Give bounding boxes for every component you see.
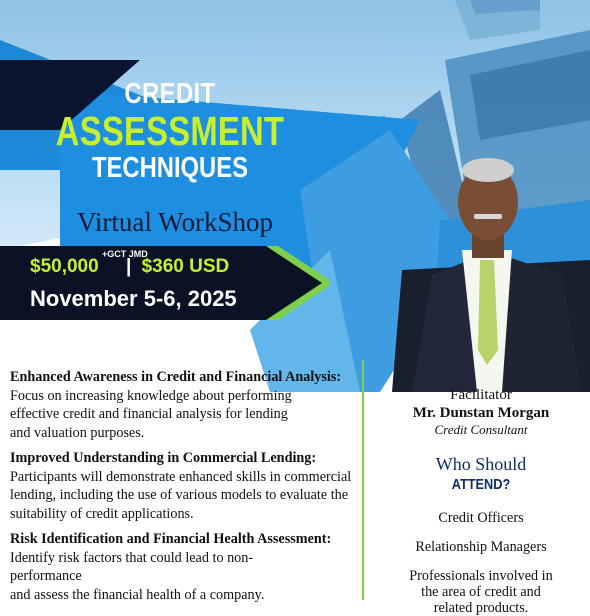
topic-body-line: and valuation purposes. [10,424,145,441]
topic-body-line: Identify risk factors that could lead to non- [10,549,254,566]
topic-item [10,368,355,442]
facilitator-panel [372,386,590,616]
audience-item: Professionals involved in [409,568,553,584]
price-jmd: $50,000 [30,256,99,277]
audience-item: Relationship Managers [415,539,547,555]
topic-body-line: effective credit and financial analysis for lending [10,406,288,422]
topic-body-line: lending, including the use of various models to evaluate the [10,487,349,503]
topic-body-line: Focus on increasing knowledge about performing [10,387,292,404]
title-line-assessment: ASSESSMENT [55,108,285,154]
facilitator-name: Mr. Dunstan Morgan [412,405,550,421]
price-jmd-suffix: +GCT JMD [102,249,148,259]
topic-item [10,530,355,604]
audience-item: the area of credit and [421,584,541,600]
title-line-techniques: TECHNIQUES [92,152,248,184]
topic-heading: Risk Identification and Financial Health Assessment: [10,531,332,547]
title-line-credit: CREDIT [124,78,216,110]
topic-body-line: suitability of credit applications. [10,505,194,522]
topic-heading: Enhanced Awareness in Credit and Financial Analysis: [10,369,342,385]
workshop-subtitle: Virtual WorkShop [77,207,273,237]
audience-item: Credit Officers [438,510,524,526]
facilitator-role: Credit Consultant [434,422,528,437]
attend-heading: ATTEND? [451,476,511,493]
facilitator-photo [392,150,590,392]
workshop-date: November 5-6, 2025 [30,286,237,311]
price-line [30,249,230,278]
topic-item [10,449,355,523]
who-should-heading: Who Should [435,454,527,474]
topic-body-line: Participants will demonstrate enhanced skills in commercial [10,468,352,485]
topic-body-line: and assess the financial health of a company. [10,586,265,603]
workshop-title [20,78,320,184]
topic-body-line: performance [10,568,82,584]
facilitator-label: Facilitator [450,387,512,403]
audience-item: related products. [433,600,529,616]
topic-heading: Improved Understanding in Commercial Lending: [10,450,317,466]
learning-outcomes [10,368,355,611]
column-divider [362,360,364,600]
price-usd: $360 USD [141,256,230,277]
price-separator: | [125,256,132,277]
